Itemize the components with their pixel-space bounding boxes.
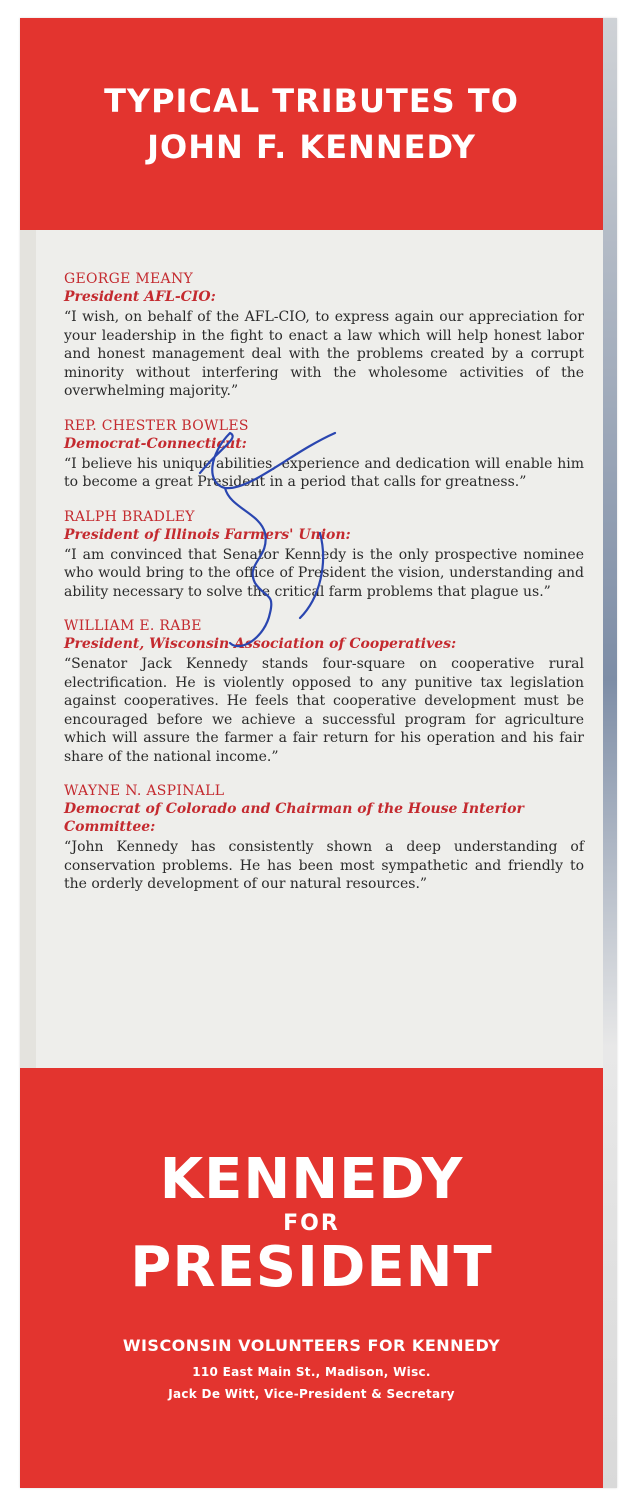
- tribute-name: REP. CHESTER BOWLES: [64, 417, 249, 434]
- footer-for: FOR: [283, 1211, 340, 1236]
- tribute-entry: [64, 270, 584, 401]
- campaign-leaflet: [20, 18, 617, 1488]
- tribute-entry: [64, 782, 584, 894]
- footer-president: PRESIDENT: [130, 1235, 493, 1300]
- tribute-quote: “I wish, on behalf of the AFL-CIO, to express again our appreciation for your leadership in the fight to enact a law which will help honest labor and honest management deal with the problems created by a corrupt minority without interfering with the wholesome activities of the overwhelming majority.”: [64, 309, 584, 399]
- footer-kennedy: KENNEDY: [159, 1147, 464, 1212]
- tribute-name: GEORGE MEANY: [64, 271, 194, 287]
- handwritten-signature: [170, 413, 350, 673]
- footer-band: [20, 1068, 603, 1488]
- tribute-name: RALPH BRADLEY: [64, 508, 195, 525]
- footer-organization: WISCONSIN VOLUNTEERS FOR KENNEDY: [122, 1336, 501, 1355]
- footer-contact-person: Jack De Witt, Vice-President & Secretary: [168, 1387, 455, 1401]
- tribute-role: President of Illinois Farmers' Union:: [64, 526, 351, 543]
- footer-address: 110 East Main St., Madison, Wisc.: [192, 1365, 431, 1379]
- tribute-role: President, Wisconsin Association of Cooperatives:: [64, 636, 457, 652]
- header-title-line-1: TYPICAL TRIBUTES TO: [104, 81, 519, 120]
- tribute-quote: “I am convinced that Senator Kennedy is the only prospective nominee who would bring to the office of President the vision, understanding and ability necessary to solve the critical farm problems that plague us.”: [64, 546, 584, 600]
- header-title-line-2: JOHN F. KENNEDY: [147, 128, 476, 166]
- tribute-role: Democrat-Connecticut:: [64, 435, 247, 452]
- tribute-quote: “Senator Jack Kennedy stands four-square on cooperative rural electrification. He is violently opposed to any punitive tax legislation against cooperatives. He feels that cooperative development must be encouraged before we achieve a successful program for agriculture which will assure the farmer a fair return for his operation and his fair share of the national income.”: [64, 656, 584, 765]
- tribute-name: WAYNE N. ASPINALL: [64, 783, 225, 799]
- header-band: [20, 18, 603, 230]
- tribute-quote: “John Kennedy has consistently shown a deep understanding of conservation problems. He has been most sympathetic and friendly to the orderly development of our natural resources.”: [64, 839, 584, 892]
- tribute-role: President AFL-CIO:: [64, 289, 216, 305]
- tribute-role: Democrat of Colorado and Chairman of the House Interior Committee:: [64, 801, 524, 835]
- tribute-name: WILLIAM E. RABE: [64, 618, 202, 634]
- tribute-quote: “I believe his unique abilities, experience and dedication will enable him to become a great President in a period that calls for greatness.”: [64, 455, 584, 490]
